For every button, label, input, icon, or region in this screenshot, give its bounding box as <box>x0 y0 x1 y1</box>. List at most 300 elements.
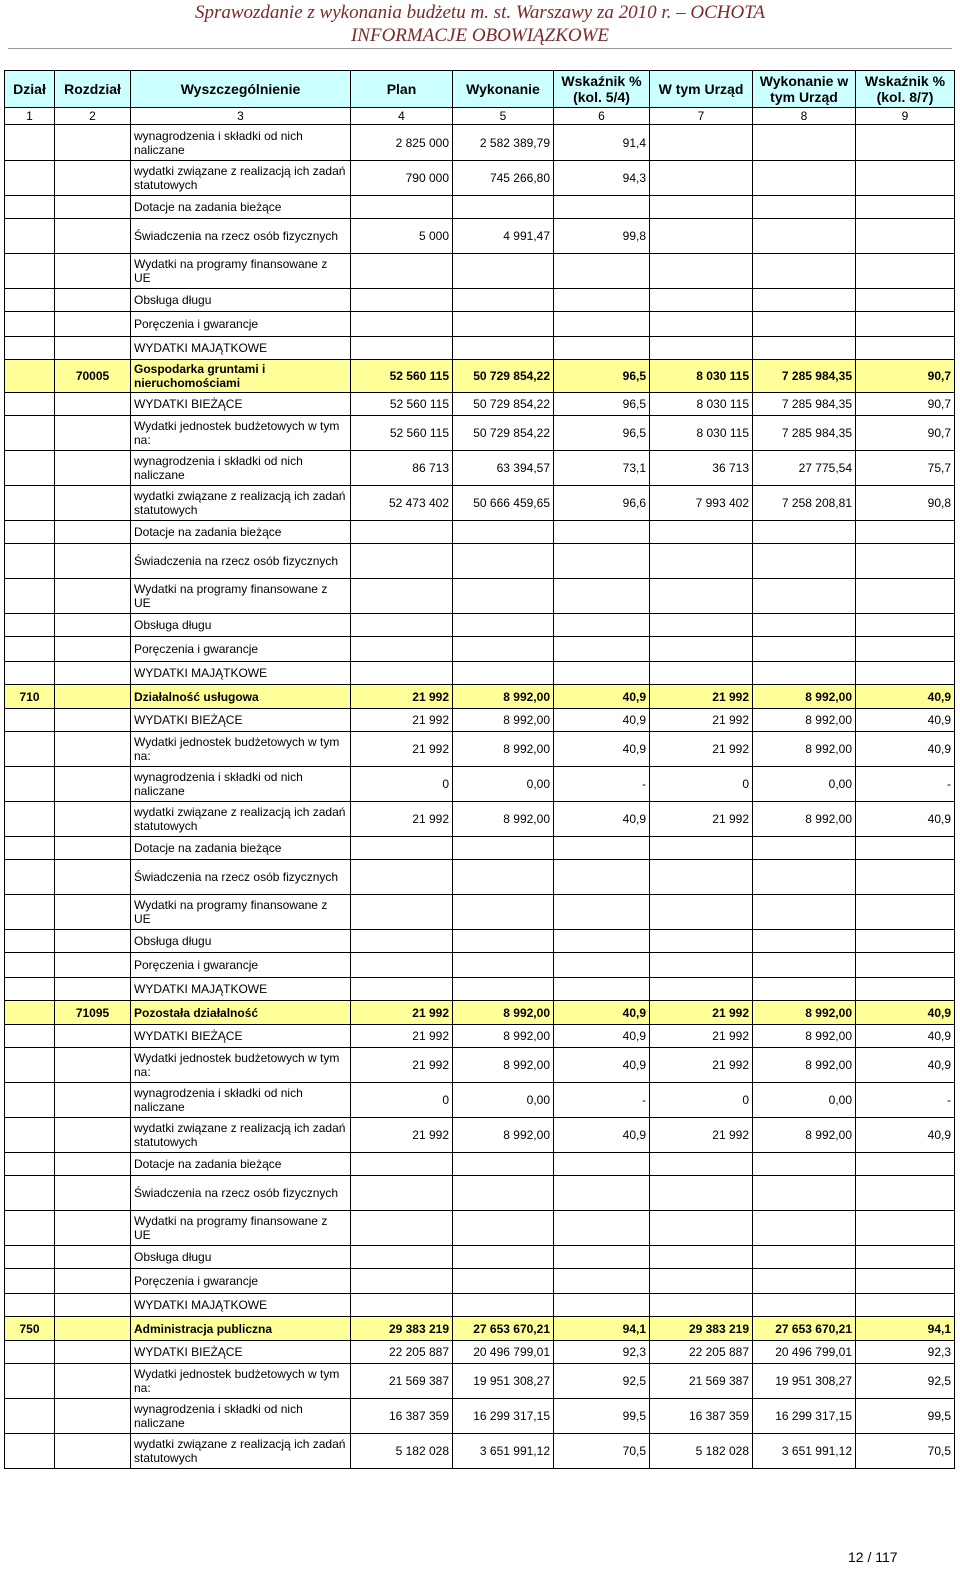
rozdzial-cell <box>55 685 131 709</box>
plan-cell: 29 383 219 <box>351 1317 453 1341</box>
office-plan-cell <box>650 930 753 953</box>
description-cell: Świadczenia na rzecz osób fizycznych <box>131 1176 351 1211</box>
execution-cell <box>453 337 554 360</box>
description-cell: Dotacje na zadania bieżące <box>131 1153 351 1176</box>
table-row <box>5 1083 955 1118</box>
office-ratio-cell <box>856 978 955 1001</box>
office-ratio-cell <box>856 614 955 637</box>
ratio-cell: 96,6 <box>554 486 650 521</box>
rozdzial-cell <box>55 1176 131 1211</box>
execution-cell <box>453 521 554 544</box>
ratio-cell: 91,4 <box>554 125 650 161</box>
table-row <box>5 1364 955 1399</box>
description-cell: WYDATKI MAJĄTKOWE <box>131 662 351 685</box>
office-ratio-cell: 40,9 <box>856 1001 955 1025</box>
office-ratio-cell <box>856 637 955 662</box>
execution-cell: 0,00 <box>453 767 554 802</box>
execution-cell: 27 653 670,21 <box>453 1317 554 1341</box>
execution-cell: 19 951 308,27 <box>453 1364 554 1399</box>
col-header-wyszczegolnienie: Wyszczególnienie <box>131 71 351 108</box>
office-ratio-cell: 92,3 <box>856 1341 955 1364</box>
plan-cell <box>351 1176 453 1211</box>
office-ratio-cell: 40,9 <box>856 732 955 767</box>
execution-cell <box>453 637 554 662</box>
office-execution-cell: 7 285 984,35 <box>753 393 856 416</box>
dzial-cell <box>5 579 55 614</box>
table-row <box>5 579 955 614</box>
execution-cell <box>453 1246 554 1269</box>
office-execution-cell: 0,00 <box>753 1083 856 1118</box>
report-title: Sprawozdanie z wykonania budżetu m. st. Warszawy za 2010 r. – OCHOTA <box>194 2 766 23</box>
rozdzial-cell <box>55 930 131 953</box>
plan-cell: 21 992 <box>351 1001 453 1025</box>
plan-cell: 2 825 000 <box>351 125 453 161</box>
execution-cell <box>453 895 554 930</box>
table-row <box>5 930 955 953</box>
table-row <box>5 416 955 451</box>
office-execution-cell <box>753 930 856 953</box>
dzial-cell <box>5 1118 55 1153</box>
office-execution-cell <box>753 254 856 289</box>
execution-cell: 8 992,00 <box>453 1025 554 1048</box>
ratio-cell: 40,9 <box>554 1048 650 1083</box>
office-execution-cell <box>753 125 856 161</box>
office-ratio-cell <box>856 544 955 579</box>
plan-cell: 21 569 387 <box>351 1364 453 1399</box>
table-row <box>5 1246 955 1269</box>
rozdzial-cell <box>55 837 131 860</box>
plan-cell: 0 <box>351 767 453 802</box>
ratio-cell: 92,5 <box>554 1364 650 1399</box>
table-row <box>5 219 955 254</box>
ratio-cell: - <box>554 767 650 802</box>
office-execution-cell <box>753 1153 856 1176</box>
table-row <box>5 709 955 732</box>
rozdzial-cell <box>55 416 131 451</box>
execution-cell <box>453 254 554 289</box>
plan-cell <box>351 637 453 662</box>
table-row <box>5 614 955 637</box>
execution-cell <box>453 312 554 337</box>
ratio-cell <box>554 837 650 860</box>
office-ratio-cell: 40,9 <box>856 1118 955 1153</box>
rozdzial-cell: 71095 <box>55 1001 131 1025</box>
office-execution-cell <box>753 978 856 1001</box>
table-row <box>5 1048 955 1083</box>
ratio-cell <box>554 860 650 895</box>
plan-cell: 22 205 887 <box>351 1341 453 1364</box>
column-number-row <box>5 108 955 125</box>
office-ratio-cell <box>856 579 955 614</box>
rozdzial-cell <box>55 802 131 837</box>
rozdzial-cell <box>55 521 131 544</box>
description-cell: wydatki związane z realizacją ich zadań statutowych <box>131 161 351 196</box>
header-divider <box>8 48 952 49</box>
dzial-cell <box>5 1399 55 1434</box>
office-ratio-cell <box>856 161 955 196</box>
office-ratio-cell <box>856 1211 955 1246</box>
ratio-cell: 40,9 <box>554 1001 650 1025</box>
summary-row <box>5 360 955 393</box>
rozdzial-cell <box>55 1294 131 1317</box>
office-execution-cell <box>753 1176 856 1211</box>
office-execution-cell <box>753 1294 856 1317</box>
ratio-cell <box>554 1211 650 1246</box>
ratio-cell: 96,5 <box>554 393 650 416</box>
office-execution-cell <box>753 312 856 337</box>
description-cell: wynagrodzenia i składki od nich naliczane <box>131 767 351 802</box>
column-number: 4 <box>351 108 453 125</box>
column-number: 2 <box>55 108 131 125</box>
office-ratio-cell: 94,1 <box>856 1317 955 1341</box>
dzial-cell <box>5 637 55 662</box>
dzial-cell <box>5 767 55 802</box>
table-row <box>5 312 955 337</box>
execution-cell: 50 729 854,22 <box>453 393 554 416</box>
office-plan-cell: 0 <box>650 1083 753 1118</box>
dzial-cell <box>5 1001 55 1025</box>
office-plan-cell: 21 992 <box>650 802 753 837</box>
execution-cell <box>453 953 554 978</box>
col-header-w-tym-urzad: W tym Urząd <box>650 71 753 108</box>
office-plan-cell <box>650 289 753 312</box>
office-ratio-cell: 70,5 <box>856 1434 955 1469</box>
col-header-plan: Plan <box>351 71 453 108</box>
rozdzial-cell <box>55 161 131 196</box>
plan-cell: 21 992 <box>351 1118 453 1153</box>
plan-cell: 21 992 <box>351 685 453 709</box>
office-plan-cell <box>650 860 753 895</box>
plan-cell <box>351 1269 453 1294</box>
plan-cell <box>351 1246 453 1269</box>
plan-cell: 21 992 <box>351 1048 453 1083</box>
office-ratio-cell <box>856 662 955 685</box>
rozdzial-cell <box>55 953 131 978</box>
dzial-cell <box>5 196 55 219</box>
office-execution-cell: 8 992,00 <box>753 1118 856 1153</box>
col-header-rozdzial: Rozdział <box>55 71 131 108</box>
office-plan-cell: 21 569 387 <box>650 1364 753 1399</box>
description-cell: Świadczenia na rzecz osób fizycznych <box>131 544 351 579</box>
execution-cell: 8 992,00 <box>453 1118 554 1153</box>
table-row <box>5 1434 955 1469</box>
rozdzial-cell <box>55 709 131 732</box>
description-cell: Świadczenia na rzecz osób fizycznych <box>131 860 351 895</box>
rozdzial-cell <box>55 732 131 767</box>
plan-cell: 52 560 115 <box>351 360 453 393</box>
office-execution-cell <box>753 953 856 978</box>
office-execution-cell <box>753 196 856 219</box>
description-cell: wydatki związane z realizacją ich zadań statutowych <box>131 1434 351 1469</box>
office-plan-cell <box>650 953 753 978</box>
summary-row <box>5 1001 955 1025</box>
description-cell: WYDATKI BIEŻĄCE <box>131 1025 351 1048</box>
rozdzial-cell <box>55 486 131 521</box>
office-ratio-cell: 40,9 <box>856 802 955 837</box>
rozdzial-cell <box>55 312 131 337</box>
rozdzial-cell <box>55 1317 131 1341</box>
dzial-cell: 750 <box>5 1317 55 1341</box>
table-row <box>5 732 955 767</box>
execution-cell: 8 992,00 <box>453 732 554 767</box>
rozdzial-cell <box>55 637 131 662</box>
summary-row <box>5 685 955 709</box>
execution-cell: 50 729 854,22 <box>453 416 554 451</box>
description-cell: Obsługa długu <box>131 614 351 637</box>
office-execution-cell: 8 992,00 <box>753 732 856 767</box>
dzial-cell <box>5 1153 55 1176</box>
plan-cell <box>351 254 453 289</box>
plan-cell: 52 560 115 <box>351 416 453 451</box>
office-plan-cell: 21 992 <box>650 732 753 767</box>
office-ratio-cell <box>856 837 955 860</box>
office-plan-cell: 21 992 <box>650 1001 753 1025</box>
dzial-cell <box>5 312 55 337</box>
dzial-cell <box>5 1294 55 1317</box>
office-plan-cell <box>650 337 753 360</box>
dzial-cell <box>5 1246 55 1269</box>
table-row <box>5 953 955 978</box>
table-row <box>5 1341 955 1364</box>
description-cell: wynagrodzenia i składki od nich naliczane <box>131 125 351 161</box>
description-cell: WYDATKI MAJĄTKOWE <box>131 978 351 1001</box>
ratio-cell <box>554 637 650 662</box>
office-execution-cell: 27 653 670,21 <box>753 1317 856 1341</box>
dzial-cell <box>5 360 55 393</box>
description-cell: Poręczenia i gwarancje <box>131 1269 351 1294</box>
table-row <box>5 662 955 685</box>
plan-cell <box>351 895 453 930</box>
description-cell: Poręczenia i gwarancje <box>131 312 351 337</box>
office-ratio-cell <box>856 930 955 953</box>
plan-cell: 21 992 <box>351 802 453 837</box>
execution-cell: 8 992,00 <box>453 1048 554 1083</box>
office-ratio-cell: 90,7 <box>856 416 955 451</box>
office-ratio-cell <box>856 895 955 930</box>
office-plan-cell: 8 030 115 <box>650 393 753 416</box>
ratio-cell <box>554 1153 650 1176</box>
column-number: 9 <box>856 108 955 125</box>
description-cell: Wydatki jednostek budżetowych w tym na: <box>131 1364 351 1399</box>
office-ratio-cell <box>856 125 955 161</box>
ratio-cell <box>554 579 650 614</box>
rozdzial-cell <box>55 860 131 895</box>
description-cell: Wydatki na programy finansowane z UE <box>131 254 351 289</box>
rozdzial-cell <box>55 1434 131 1469</box>
rozdzial-cell <box>55 1025 131 1048</box>
office-ratio-cell: 40,9 <box>856 1048 955 1083</box>
description-cell: Administracja publiczna <box>131 1317 351 1341</box>
office-ratio-cell <box>856 219 955 254</box>
description-cell: wydatki związane z realizacją ich zadań statutowych <box>131 1118 351 1153</box>
office-ratio-cell: 40,9 <box>856 709 955 732</box>
dzial-cell <box>5 219 55 254</box>
rozdzial-cell <box>55 579 131 614</box>
ratio-cell: 40,9 <box>554 802 650 837</box>
office-plan-cell <box>650 1211 753 1246</box>
execution-cell: 16 299 317,15 <box>453 1399 554 1434</box>
office-ratio-cell <box>856 1269 955 1294</box>
table-row <box>5 1153 955 1176</box>
plan-cell: 52 560 115 <box>351 393 453 416</box>
office-plan-cell: 21 992 <box>650 709 753 732</box>
ratio-cell <box>554 1294 650 1317</box>
office-plan-cell: 21 992 <box>650 1025 753 1048</box>
description-cell: Dotacje na zadania bieżące <box>131 837 351 860</box>
description-cell: Działalność usługowa <box>131 685 351 709</box>
dzial-cell <box>5 1211 55 1246</box>
rozdzial-cell <box>55 1341 131 1364</box>
office-execution-cell: 8 992,00 <box>753 1025 856 1048</box>
office-plan-cell <box>650 254 753 289</box>
office-ratio-cell <box>856 1246 955 1269</box>
dzial-cell <box>5 860 55 895</box>
office-ratio-cell <box>856 521 955 544</box>
office-execution-cell: 3 651 991,12 <box>753 1434 856 1469</box>
office-execution-cell: 7 258 208,81 <box>753 486 856 521</box>
office-plan-cell <box>650 1269 753 1294</box>
office-execution-cell: 7 285 984,35 <box>753 416 856 451</box>
description-cell: Poręczenia i gwarancje <box>131 637 351 662</box>
budget-table <box>4 70 955 1469</box>
office-plan-cell <box>650 1153 753 1176</box>
office-plan-cell: 21 992 <box>650 685 753 709</box>
execution-cell: 63 394,57 <box>453 451 554 486</box>
ratio-cell <box>554 1176 650 1211</box>
office-execution-cell: 8 992,00 <box>753 709 856 732</box>
rozdzial-cell <box>55 1083 131 1118</box>
table-row <box>5 486 955 521</box>
dzial-cell <box>5 125 55 161</box>
plan-cell: 52 473 402 <box>351 486 453 521</box>
office-plan-cell: 16 387 359 <box>650 1399 753 1434</box>
dzial-cell <box>5 802 55 837</box>
rozdzial-cell <box>55 254 131 289</box>
column-number: 3 <box>131 108 351 125</box>
table-row <box>5 637 955 662</box>
plan-cell <box>351 544 453 579</box>
table-row <box>5 393 955 416</box>
plan-cell <box>351 579 453 614</box>
description-cell: WYDATKI BIEŻĄCE <box>131 1341 351 1364</box>
rozdzial-cell <box>55 895 131 930</box>
rozdzial-cell <box>55 219 131 254</box>
description-cell: Gospodarka gruntami i nieruchomościami <box>131 360 351 393</box>
rozdzial-cell <box>55 978 131 1001</box>
ratio-cell <box>554 337 650 360</box>
office-ratio-cell: 75,7 <box>856 451 955 486</box>
office-execution-cell: 0,00 <box>753 767 856 802</box>
rozdzial-cell <box>55 196 131 219</box>
dzial-cell <box>5 895 55 930</box>
rozdzial-cell <box>55 1364 131 1399</box>
rozdzial-cell <box>55 544 131 579</box>
office-ratio-cell <box>856 254 955 289</box>
ratio-cell <box>554 289 650 312</box>
ratio-cell: 99,5 <box>554 1399 650 1434</box>
office-plan-cell <box>650 637 753 662</box>
office-ratio-cell <box>856 312 955 337</box>
office-ratio-cell: - <box>856 1083 955 1118</box>
description-cell: Wydatki jednostek budżetowych w tym na: <box>131 416 351 451</box>
ratio-cell: - <box>554 1083 650 1118</box>
description-cell: Dotacje na zadania bieżące <box>131 521 351 544</box>
ratio-cell: 40,9 <box>554 1118 650 1153</box>
office-plan-cell: 21 992 <box>650 1048 753 1083</box>
table-row <box>5 521 955 544</box>
description-cell: Obsługa długu <box>131 930 351 953</box>
rozdzial-cell <box>55 289 131 312</box>
ratio-cell <box>554 1269 650 1294</box>
office-plan-cell <box>650 662 753 685</box>
rozdzial-cell <box>55 393 131 416</box>
ratio-cell: 96,5 <box>554 416 650 451</box>
column-number: 8 <box>753 108 856 125</box>
office-execution-cell <box>753 895 856 930</box>
table-row <box>5 1176 955 1211</box>
rozdzial-cell <box>55 614 131 637</box>
description-cell: WYDATKI BIEŻĄCE <box>131 393 351 416</box>
execution-cell: 2 582 389,79 <box>453 125 554 161</box>
office-execution-cell <box>753 337 856 360</box>
office-plan-cell <box>650 1246 753 1269</box>
office-plan-cell: 21 992 <box>650 1118 753 1153</box>
description-cell: Poręczenia i gwarancje <box>131 953 351 978</box>
rozdzial-cell <box>55 337 131 360</box>
plan-cell <box>351 978 453 1001</box>
office-ratio-cell: 99,5 <box>856 1399 955 1434</box>
ratio-cell: 40,9 <box>554 685 650 709</box>
office-ratio-cell <box>856 1176 955 1211</box>
description-cell: WYDATKI MAJĄTKOWE <box>131 1294 351 1317</box>
execution-cell <box>453 614 554 637</box>
ratio-cell: 94,3 <box>554 161 650 196</box>
dzial-cell <box>5 1025 55 1048</box>
ratio-cell <box>554 895 650 930</box>
plan-cell: 5 182 028 <box>351 1434 453 1469</box>
execution-cell: 8 992,00 <box>453 1001 554 1025</box>
office-ratio-cell <box>856 289 955 312</box>
ratio-cell: 40,9 <box>554 709 650 732</box>
office-execution-cell <box>753 1246 856 1269</box>
description-cell: Wydatki jednostek budżetowych w tym na: <box>131 1048 351 1083</box>
office-execution-cell <box>753 161 856 196</box>
plan-cell <box>351 837 453 860</box>
execution-cell <box>453 544 554 579</box>
execution-cell: 745 266,80 <box>453 161 554 196</box>
table-row <box>5 1399 955 1434</box>
office-plan-cell <box>650 125 753 161</box>
column-number: 5 <box>453 108 554 125</box>
execution-cell: 8 992,00 <box>453 685 554 709</box>
description-cell: wydatki związane z realizacją ich zadań statutowych <box>131 486 351 521</box>
execution-cell <box>453 1153 554 1176</box>
dzial-cell <box>5 521 55 544</box>
plan-cell: 21 992 <box>351 732 453 767</box>
dzial-cell <box>5 1176 55 1211</box>
plan-cell: 790 000 <box>351 161 453 196</box>
table-row <box>5 895 955 930</box>
dzial-cell <box>5 978 55 1001</box>
execution-cell: 4 991,47 <box>453 219 554 254</box>
execution-cell: 20 496 799,01 <box>453 1341 554 1364</box>
description-cell: WYDATKI BIEŻĄCE <box>131 709 351 732</box>
table-row <box>5 767 955 802</box>
office-ratio-cell: 40,9 <box>856 685 955 709</box>
ratio-cell: 92,3 <box>554 1341 650 1364</box>
ratio-cell <box>554 254 650 289</box>
ratio-cell: 96,5 <box>554 360 650 393</box>
